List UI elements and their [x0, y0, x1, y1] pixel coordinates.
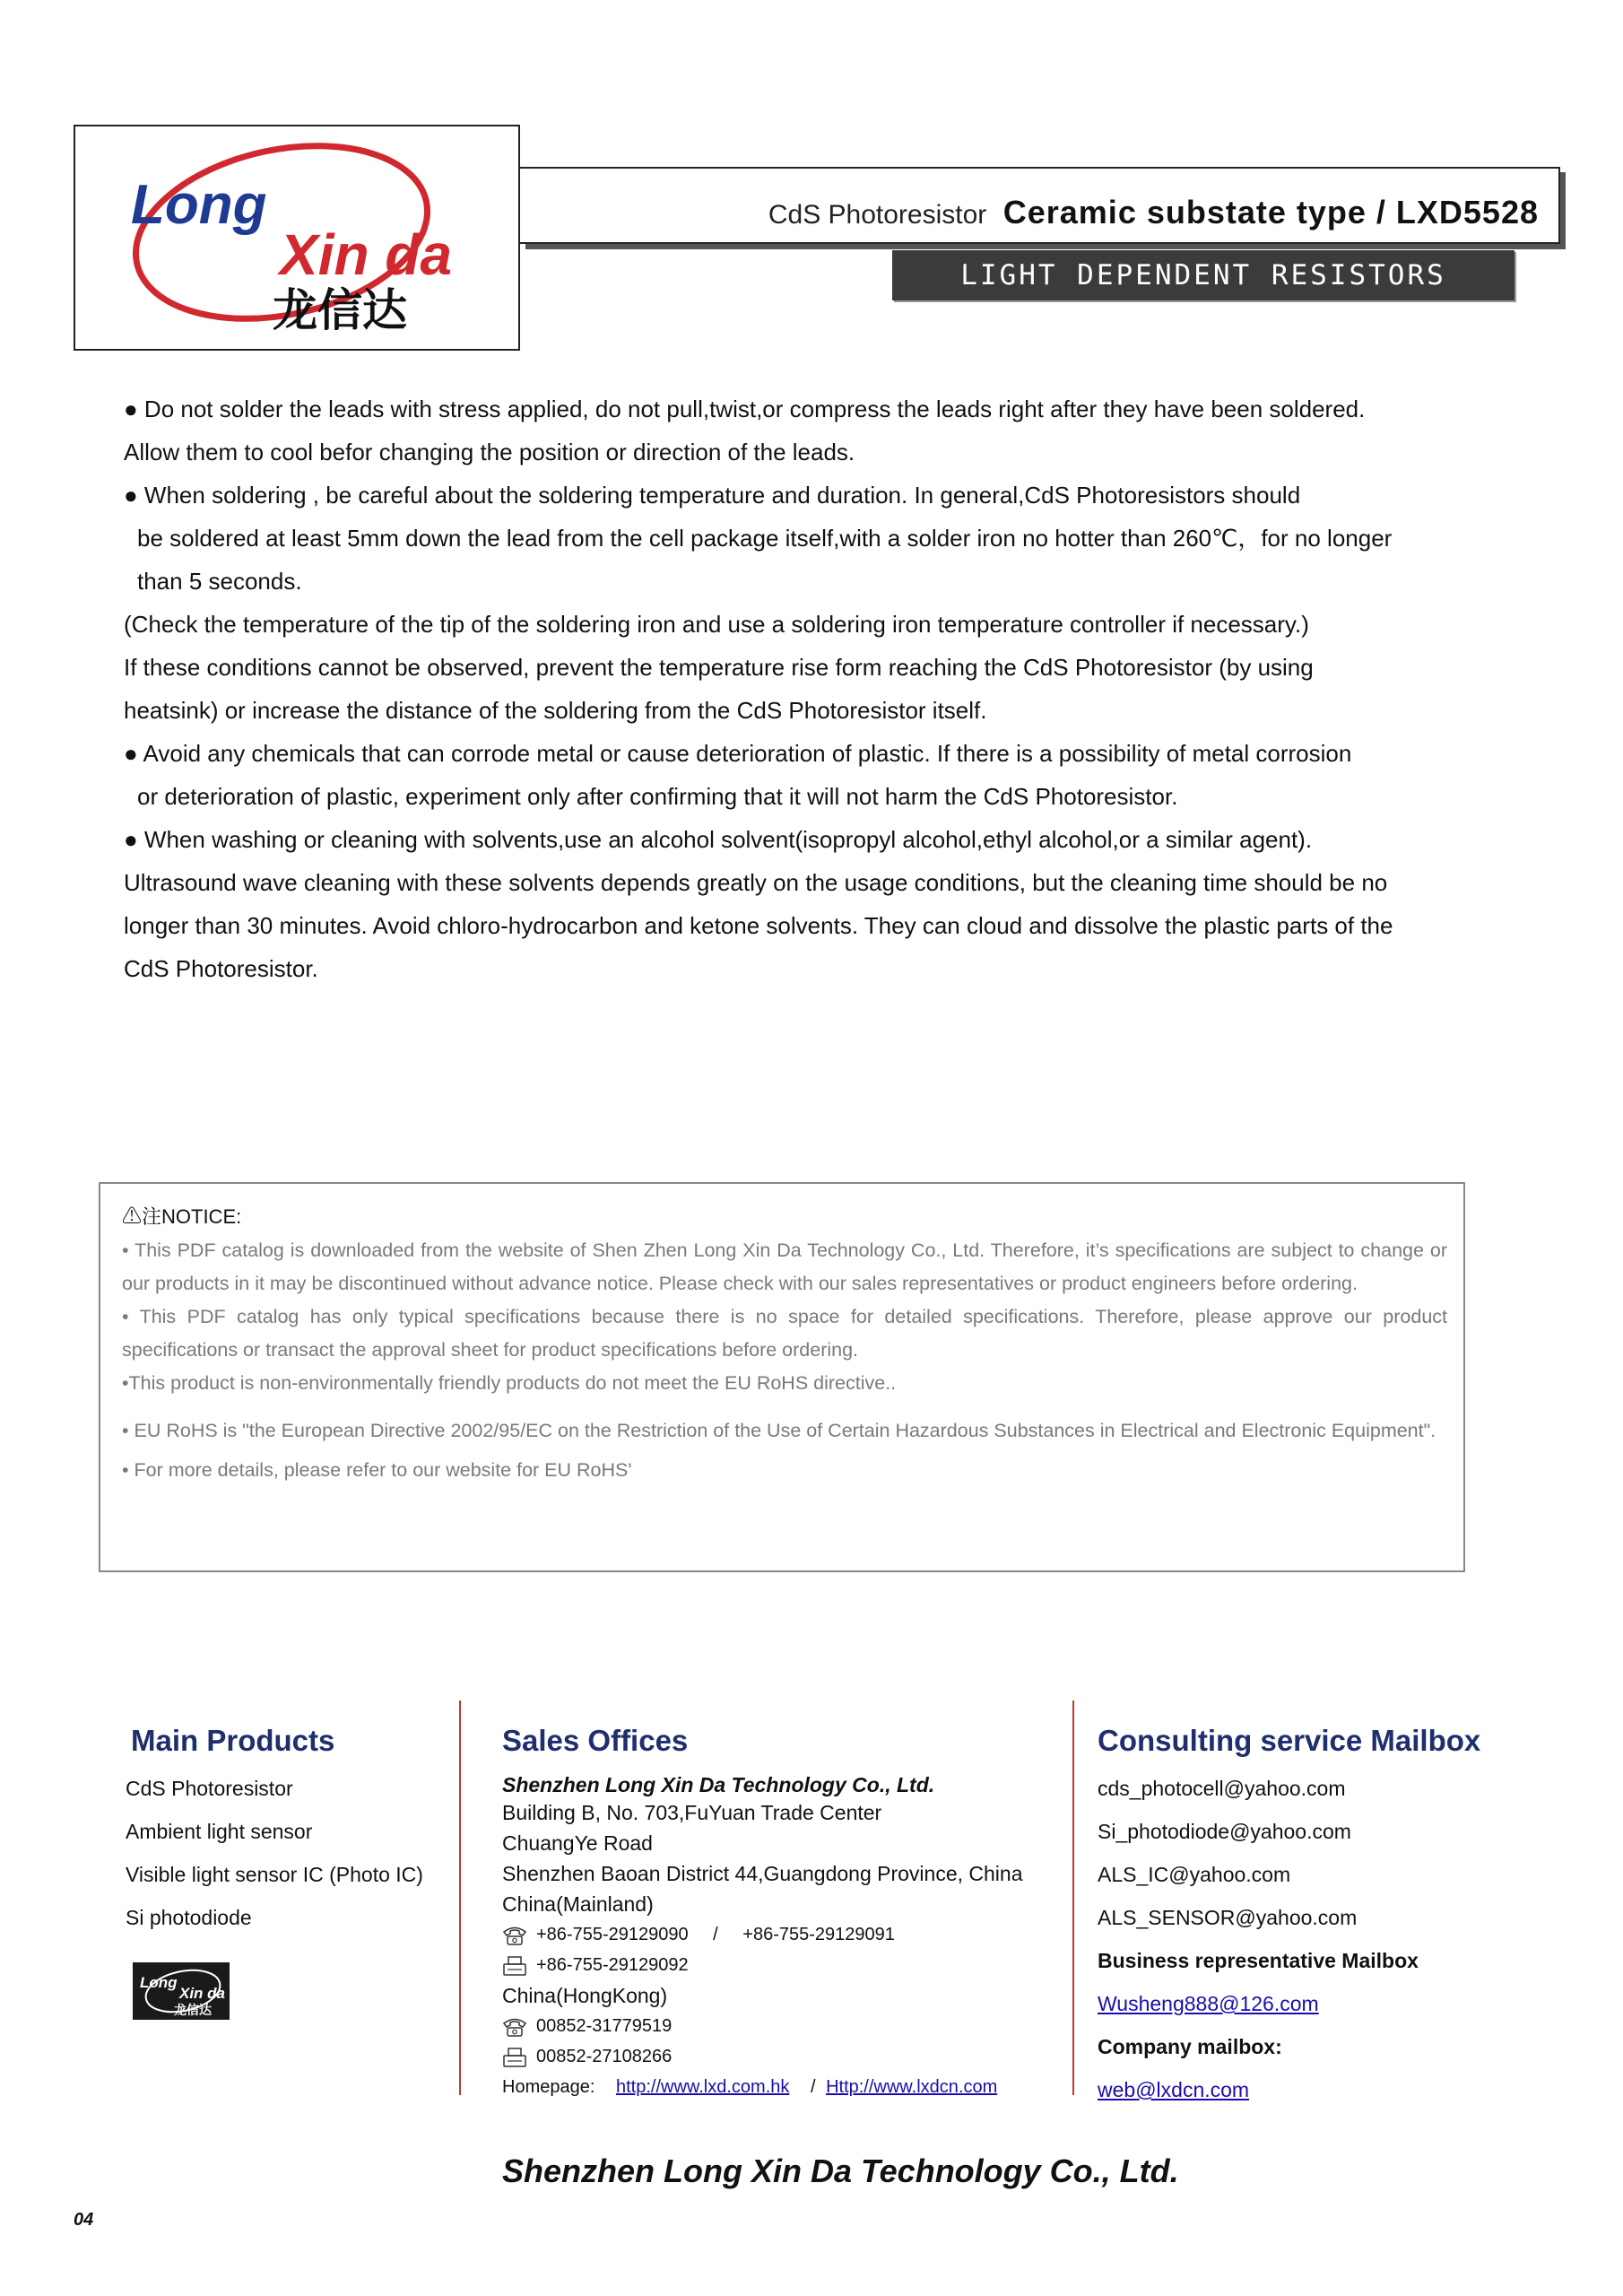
- email-address: Si_photodiode@yahoo.com: [1098, 1820, 1351, 1843]
- notice-paragraph: •This product is non-environmentally friendly products do not meet the EU RoHS directive..: [122, 1372, 897, 1394]
- phone-number: +86-755-29129091: [742, 1925, 895, 1944]
- mailbox-list: [1098, 1767, 1419, 2111]
- svg-text:Xin da: Xin da: [280, 222, 453, 287]
- title-prefix: CdS Photoresistor: [768, 200, 987, 230]
- page-number: 04: [74, 2210, 94, 2230]
- fax-number: 00852-27108266: [536, 2047, 673, 2066]
- company-name-footer: Shenzhen Long Xin Da Technology Co., Ltd.: [502, 2152, 1179, 2189]
- body-line: Allow them to cool befor changing the position or direction of the leads.: [124, 439, 855, 465]
- logo-box: [74, 125, 520, 351]
- company-email-link[interactable]: web@lxdcn.com: [1098, 2078, 1250, 2101]
- mailbox-title: Consulting service Mailbox: [1098, 1724, 1481, 1757]
- email-address: ALS_IC@yahoo.com: [1098, 1863, 1291, 1886]
- subtitle-banner: LIGHT DEPENDENT RESISTORS: [892, 250, 1515, 300]
- business-email-link[interactable]: Wusheng888@126.com: [1098, 1992, 1319, 2015]
- notice-paragraph: • This PDF catalog has only typical specifications because there is no space for detailed specifications. Therefore, please approve our product specifications or transact the approval sheet for product specifications before ordering.: [122, 1306, 1447, 1361]
- body-line: CdS Photoresistor.: [124, 955, 318, 982]
- body-line: than 5 seconds.: [137, 568, 302, 595]
- fax-number: +86-755-29129092: [536, 1955, 689, 1975]
- homepage-link-hk[interactable]: http://www.lxd.com.hk: [615, 2077, 790, 2097]
- body-line: heatsink) or increase the distance of the soldering from the CdS Photoresistor itself.: [124, 697, 987, 724]
- fax-row: [502, 1950, 1058, 1980]
- body-line: Ultrasound wave cleaning with these solvents depends greatly on the usage conditions, but the cleaning time should be no: [124, 869, 1388, 896]
- business-mailbox-label: Business representative Mailbox: [1098, 1949, 1419, 1972]
- address-line: Building B, No. 703,FuYuan Trade Center: [502, 1801, 882, 1824]
- region-label: China(Mainland): [502, 1892, 654, 1916]
- product-item: Si photodiode: [126, 1906, 252, 1929]
- notice-box: [99, 1182, 1465, 1572]
- body-line: ● When soldering , be careful about the soldering temperature and duration. In general,CdS Photoresistors should: [124, 482, 1301, 509]
- svg-text:Long: Long: [140, 1974, 178, 1991]
- company-logo: [75, 126, 518, 349]
- body-line: longer than 30 minutes. Avoid chloro-hydrocarbon and ketone solvents. They can cloud and dissolve the plastic parts of the: [124, 912, 1393, 939]
- homepage-row: [502, 2072, 1058, 2102]
- body-line: be soldered at least 5mm down the lead from the cell package itself,with a solder iron no hotter than 260℃，for no longer: [137, 525, 1393, 552]
- document-title: Ceramic substate type / LXD5528: [1002, 194, 1539, 230]
- column-divider: [1072, 1700, 1074, 2095]
- notice-paragraph: • EU RoHS is "the European Directive 2002/95/EC on the Restriction of the Use of Certain Hazardous Substances in Electrical and Electronic Equipment".: [122, 1420, 1436, 1441]
- body-line: ● Avoid any chemicals that can corrode metal or cause deterioration of plastic. If there is a possibility of metal corrosion: [124, 740, 1352, 767]
- main-products-title: Main Products: [131, 1724, 335, 1757]
- body-line: ● When washing or cleaning with solvents,use an alcohol solvent(isopropyl alcohol,ethyl alcohol,or a similar agent).: [124, 826, 1313, 853]
- body-line: (Check the temperature of the tip of the soldering iron and use a soldering iron temperature controller if necessary.): [124, 611, 1309, 638]
- notice-paragraph: • This PDF catalog is downloaded from the website of Shen Zhen Long Xin Da Technology Co., Ltd. Therefore, it’s specifications are subject to change or our products in it may be discontinued without advance notice. Please check with our sales representatives or product engineers before ordering.: [122, 1239, 1447, 1294]
- sales-company: Shenzhen Long Xin Da Technology Co., Ltd.: [502, 1773, 935, 1796]
- email-address: ALS_SENSOR@yahoo.com: [1098, 1906, 1358, 1929]
- phone-number: 00852-31779519: [536, 2016, 673, 2036]
- small-logo: [133, 1962, 230, 2020]
- body-line: If these conditions cannot be observed, prevent the temperature rise form reaching the CdS Photoresistor (by using: [124, 654, 1314, 681]
- company-mailbox-label: Company mailbox:: [1098, 2035, 1282, 2058]
- fax-row: [502, 2041, 1058, 2072]
- sales-offices-title: Sales Offices: [502, 1724, 689, 1757]
- address-line: ChuangYe Road: [502, 1831, 653, 1855]
- product-item: Visible light sensor IC (Photo IC): [126, 1863, 423, 1886]
- notice-paragraph: • For more details, please refer to our website for EU RoHS': [122, 1459, 632, 1481]
- soldering-precautions: [124, 387, 1523, 990]
- fax-icon: [502, 1956, 527, 1976]
- svg-text:龙信达: 龙信达: [273, 284, 407, 336]
- body-line: or deterioration of plastic, experiment only after confirming that it will not harm the CdS Photoresistor.: [137, 783, 1178, 810]
- fax-icon: [502, 2048, 527, 2067]
- telephone-icon: [502, 2017, 527, 2037]
- url-separator: /: [810, 2077, 816, 2097]
- notice-title: ⚠注NOTICE:: [122, 1205, 242, 1228]
- telephone-icon: [502, 1926, 527, 1945]
- svg-text:Xin da: Xin da: [179, 1985, 226, 2002]
- phone-number: +86-755-29129090: [536, 1925, 689, 1944]
- phone-row: [502, 1919, 1058, 1950]
- sales-offices-details: [502, 1772, 1058, 2102]
- address-line: Shenzhen Baoan District 44,Guangdong Province, China: [502, 1862, 1023, 1885]
- title-box: [520, 167, 1560, 244]
- email-address: cds_photocell@yahoo.com: [1098, 1777, 1346, 1800]
- body-line: ● Do not solder the leads with stress applied, do not pull,twist,or compress the leads right after they have been soldered.: [124, 396, 1366, 422]
- svg-text:龙信达: 龙信达: [174, 2004, 212, 2018]
- homepage-label: Homepage:: [502, 2077, 595, 2097]
- phone-row: [502, 2011, 1058, 2041]
- phone-separator: /: [713, 1925, 718, 1944]
- column-divider: [459, 1700, 461, 2095]
- product-item: CdS Photoresistor: [126, 1777, 293, 1800]
- main-products-list: [126, 1767, 423, 1939]
- homepage-link-cn[interactable]: Http://www.lxdcn.com: [826, 2077, 998, 2097]
- product-item: Ambient light sensor: [126, 1820, 313, 1843]
- svg-text:Long: Long: [131, 174, 267, 236]
- region-label: China(HongKong): [502, 1984, 668, 2007]
